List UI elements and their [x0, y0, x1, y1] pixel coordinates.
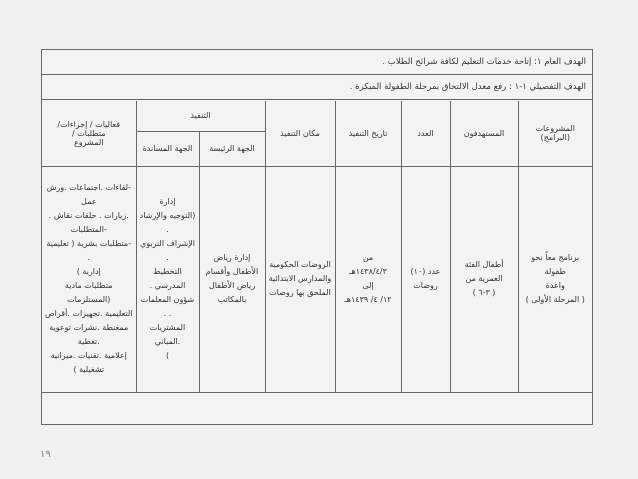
- header-place: مكان التنفيذ: [265, 101, 335, 166]
- plan-table: [42, 101, 592, 393]
- page-number: ١٩: [40, 449, 51, 460]
- general-goal: الهدف العام ١: إتاحة خدمات التعليم لكافة شرائح الطلاب .: [42, 50, 592, 75]
- cell-count: عدد (١٠) روضات: [401, 166, 450, 392]
- cell-place: الروضات الحكومية والمدارس الابتدائية الملحق بها روضات: [265, 166, 335, 392]
- cell-targets: أطفال الفئة العمرية من ( ٣-٦ ): [450, 166, 518, 392]
- header-targets: المستهدفون: [450, 101, 518, 166]
- cell-projects: برنامج معاً نحو طفولة واعدة ( المرحلة الأولى ): [518, 166, 592, 392]
- header-projects: المشروعات (البرامج): [518, 101, 592, 166]
- cell-date: من ١٤٣٨/٤/٣هـ إلى ١٢/ ٤/ ١٤٣٩هـ: [335, 166, 401, 392]
- cell-support-party: إدارة (التوجيه والإرشاد . الإشراف التربوي . التخطيط المدرسي . شؤون المعلمات . . المشتريات .المباني ): [136, 166, 199, 392]
- header-execution: التنفيذ: [136, 101, 265, 131]
- header-activities: فعاليات / إجراءات/ متطلبات / المشروع: [42, 101, 136, 166]
- header-main-party: الجهة الرئيسة: [199, 131, 265, 166]
- cell-main-party: إدارة رياض الأطفال وأقسام رياض الأطفال بالمكاتب: [199, 166, 265, 392]
- header-support-party: الجهة المساندة: [136, 131, 199, 166]
- header-date: تاريخ التنفيذ: [335, 101, 401, 166]
- plan-document: [41, 49, 593, 425]
- cell-activities: -لقاءات .اجتماعات .ورش عمل .زيارات . حلقات نقاش . -المتطلبات -متطلبات بشرية ( تعليمية . إدارية ) متطلبات مادية (المستلزمات التعليمية .تجهيزات .أقراص ممغنطة .نشرات توعوية .تغطية إعلامية .تقنيات .ميزانية تشغيلية ): [42, 166, 136, 392]
- header-count: العدد: [401, 101, 450, 166]
- detailed-goal: الهدف التفصيلي ١-١ : رفع معدل الالتحاق بمرحلة الطفولة المبكرة .: [42, 75, 592, 100]
